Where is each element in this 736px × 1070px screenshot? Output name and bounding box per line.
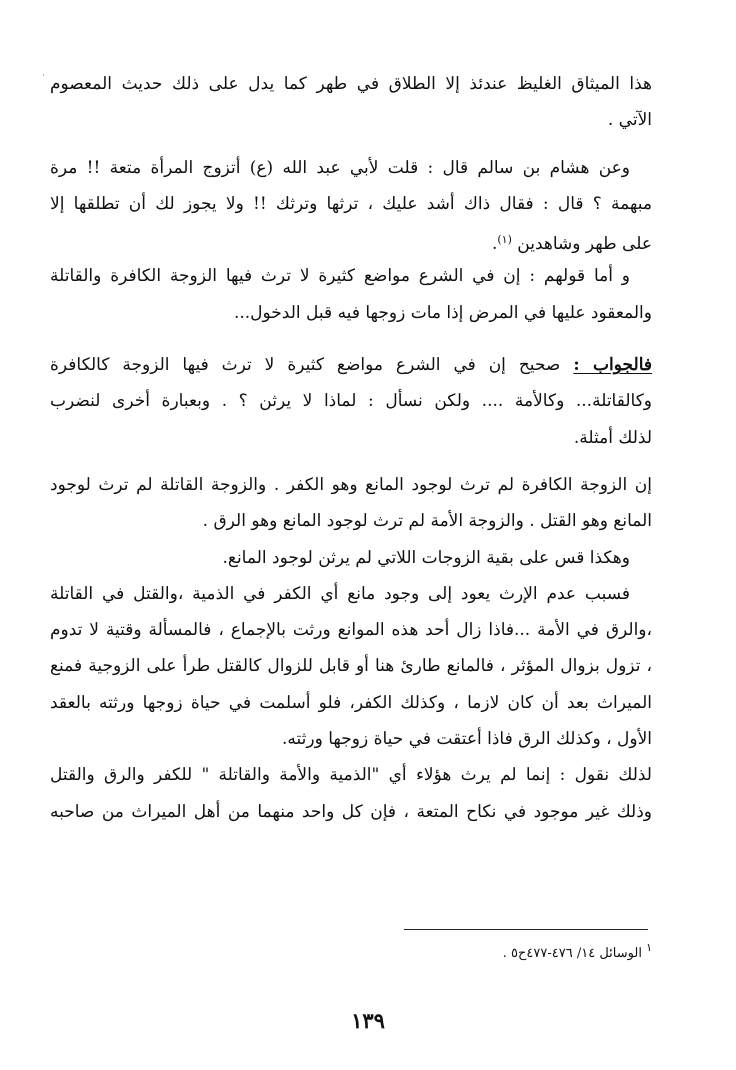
text-line: وذلك غير موجود في نكاح المتعة ، فإن كل واحد منهما من أهل الميراث من صاحبه [50, 801, 652, 822]
text-line: لذلك نقول : إنما لم يرث هؤلاء أي "الذمية والأمة والقاتلة " للكفر والرق والقتل [50, 765, 652, 786]
body-text [50, 66, 652, 830]
text-line: لذلك أمثلة. [573, 427, 652, 448]
margin-mark: · [42, 71, 45, 81]
text-line: ، تزول بزوال المؤثر ، فالمانع طارئ هنا أو قابل للزوال كالقتل طرأ على الزوجية فمنع [50, 656, 652, 677]
footnote-text: الوسائل ١٤/ ٤٧٦-٤٧٧ح٥ . [502, 946, 642, 961]
text-line: إن الزوجة الكافرة لم ترث لوجود المانع وهو الكفر . والزوجة القاتلة لم ترث لوجود [50, 474, 652, 495]
text-line: المانع وهو القتل . والزوجة الأمة لم ترث لوجود المانع وهو الرق . [202, 511, 652, 532]
text-line: الميراث بعد أن كان لازما ، وكذلك الكفر، فلو أسلمت في حياة زوجها ورثته بالعقد [50, 692, 652, 713]
answer-line [50, 347, 652, 383]
text-span: على طهر وشاهدين [517, 234, 652, 255]
answer-label: فالجواب : [573, 355, 652, 376]
text-line: هذا الميثاق الغليظ عندئذ إلا الطلاق في طهر كما يدل على ذلك حديث المعصوم [50, 74, 652, 94]
text-line: الأول ، وكذلك الرق فاذا أعتقت في حياة زوجها ورثته. [282, 729, 652, 750]
text-line: و أما قولهم : إن في الشرع مواضع كثيرة لا ترث فيها الزوجة الكافرة والقاتلة [50, 266, 630, 287]
text-line: مبهمة ؟ قال : فقال ذاك أشد عليك ، ترثها وترثك !! ولا يجوز لك أن تطلقها إلا [50, 193, 652, 214]
text-line: ،والرق في الأمة ...فاذا زال أحد هذه الموانع ورثت بالإجماع ، فالمسألة وقتية لا تدوم [50, 620, 652, 641]
text-line: فسبب عدم الإرث يعود إلى وجود مانع أي الكفر في الذمية ،والقتل في القاتلة [50, 583, 630, 604]
text-line: وكالقاتلة... وكالأمة .... ولكن نسأل : لماذا لا يرثن ؟ . وبعبارة أخرى لنضرب [50, 391, 652, 412]
text-span: صحيح إن في الشرع مواضع كثيرة لا ترث فيها الزوجة كالكافرة [50, 355, 561, 376]
page-number: ١٣٩ [351, 1008, 385, 1033]
footnote-marker: ١ [646, 941, 652, 954]
text-line: وهكذا قس على بقية الزوجات اللاتي لم يرثن لوجود المانع. [222, 547, 630, 568]
text-line: وعن هشام بن سالم قال : قلت لأبي عبد الله (ع) أتزوج المرأة متعة !! مرة [50, 157, 630, 178]
text-line: والمعقود عليها في المرض إذا مات زوجها فيه قبل الدخول... [233, 302, 652, 323]
text-line: الآتي . [607, 110, 652, 131]
footnote-reference: (١) [497, 233, 512, 247]
text-line-with-footnote [50, 222, 652, 258]
footnote-divider [404, 929, 648, 930]
footnote [503, 941, 652, 961]
period: . [491, 234, 498, 255]
